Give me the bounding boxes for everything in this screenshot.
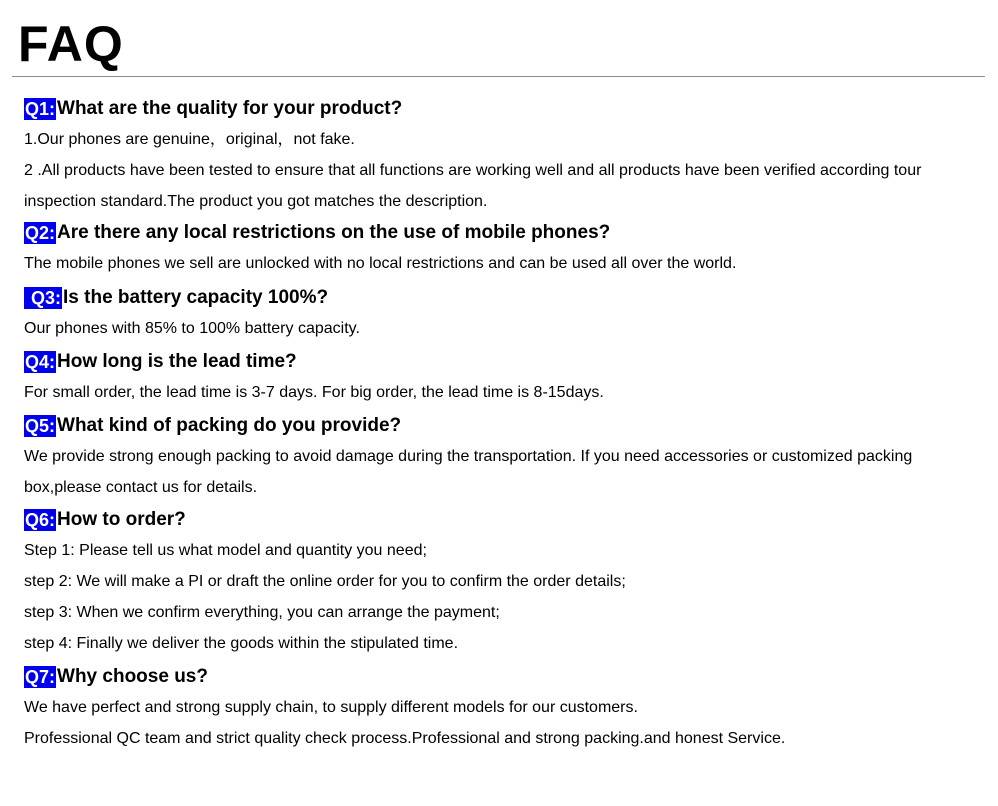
- faq-list: [24, 94, 984, 754]
- question-tag-q5: Q5:: [25, 416, 56, 436]
- faq-item-q3: [24, 283, 984, 344]
- answer-line: 1.Our phones are genuine，original，not fake.: [24, 131, 355, 148]
- faq-question-q5: [24, 411, 984, 441]
- answer-line: Our phones with 85% to 100% battery capacity.: [24, 320, 360, 337]
- answer-line: Professional QC team and strict quality check process.Professional and strong packing.and honest Service.: [24, 730, 786, 747]
- answer-line: Step 1: Please tell us what model and quantity you need;: [24, 542, 427, 559]
- faq-question-q2: [24, 218, 984, 248]
- page-title: FAQ: [18, 16, 124, 72]
- faq-item-q7: [24, 662, 984, 754]
- question-text-q7: Why choose us?: [57, 666, 208, 687]
- answer-line: step 4: Finally we deliver the goods within the stipulated time.: [24, 635, 459, 652]
- answer-line: We have perfect and strong supply chain, to supply different models for our customers.: [24, 699, 638, 716]
- answer-line: For small order, the lead time is 3-7 days. For big order, the lead time is 8-15days.: [24, 384, 604, 401]
- answer-line: 2 .All products have been tested to ensure that all functions are working well and all products have been verified according tour inspection standard.The product you got matches the description.: [24, 162, 922, 210]
- answer-line: The mobile phones we sell are unlocked with no local restrictions and can be used all over the world.: [24, 255, 737, 272]
- question-tag-q7: Q7:: [25, 667, 56, 687]
- question-text-q4: How long is the lead time?: [57, 351, 297, 372]
- question-tag-q6: Q6:: [25, 510, 56, 530]
- question-tag-q4: Q4:: [25, 352, 56, 372]
- question-text-q6: How to order?: [57, 509, 186, 530]
- answer-line: step 2: We will make a PI or draft the online order for you to confirm the order details;: [24, 573, 626, 590]
- faq-item-q6: [24, 505, 984, 659]
- faq-item-q4: [24, 347, 984, 408]
- question-tag-q2: Q2:: [25, 223, 56, 243]
- faq-question-q1: [24, 94, 984, 124]
- answer-line: step 3: When we confirm everything, you can arrange the payment;: [24, 604, 500, 621]
- question-text-q3: Is the battery capacity 100%?: [63, 287, 329, 308]
- faq-item-q2: [24, 218, 984, 279]
- faq-item-q5: [24, 411, 984, 503]
- question-tag-q1: Q1:: [25, 99, 56, 119]
- faq-question-q3: [24, 283, 984, 313]
- question-tag-q3: Q3:: [24, 287, 62, 309]
- faq-item-q1: [24, 94, 984, 217]
- faq-question-q4: [24, 347, 984, 377]
- question-text-q5: What kind of packing do you provide?: [57, 415, 402, 436]
- question-text-q1: What are the quality for your product?: [57, 98, 403, 119]
- faq-question-q6: [24, 505, 984, 535]
- title-divider: [12, 76, 985, 77]
- answer-line: We provide strong enough packing to avoid damage during the transportation. If you need accessories or customized packing box,please contact us for details.: [24, 448, 913, 496]
- faq-question-q7: [24, 662, 984, 692]
- question-text-q2: Are there any local restrictions on the use of mobile phones?: [57, 222, 611, 243]
